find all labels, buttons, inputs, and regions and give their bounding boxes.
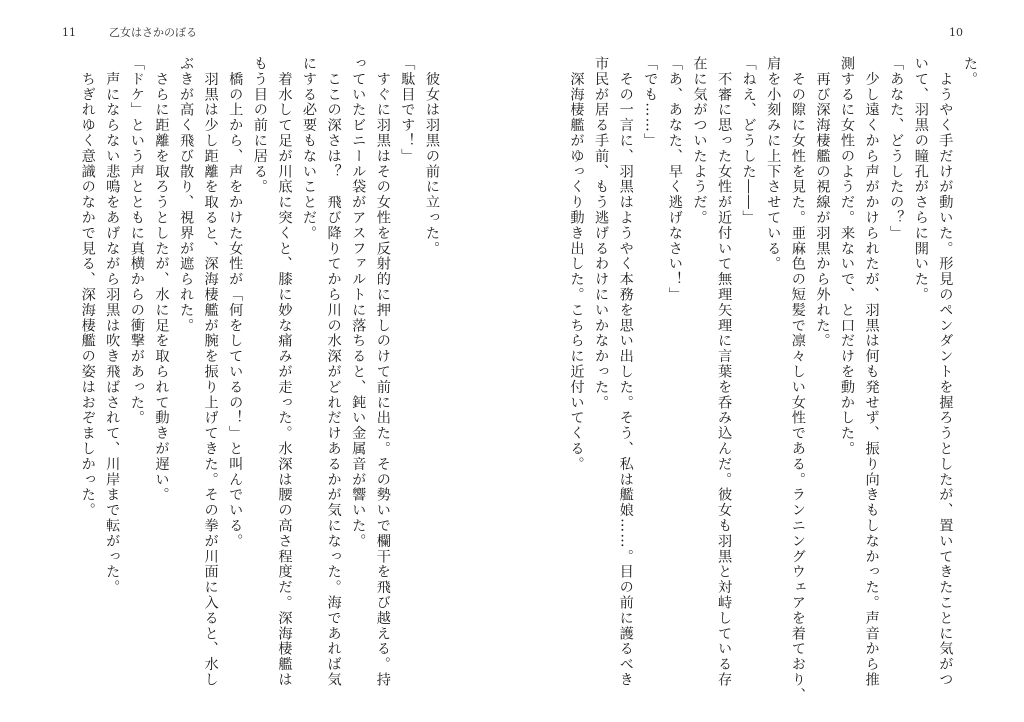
text-line: 「ねえ、どうした――」 — [740, 56, 757, 226]
page-number: 10 — [949, 26, 963, 39]
text-line: 市民が居る手前、もう逃げるわけにいかなかった。 — [593, 56, 610, 411]
right-page — [512, 0, 1024, 722]
text-line: 測するに女性のようだ。来ないで、と口だけを動かした。 — [839, 56, 856, 457]
text-line: ぶきが高く飛び散り、視界が遮られた。 — [178, 56, 195, 334]
text-line: 着水して足が川底に突くと、膝に妙な痛みが走った。水深は腰の高さ程度だ。深海棲艦は — [276, 56, 293, 688]
text-line: さらに距離を取ろうとしたが、水に足を取られて動きが遅い。 — [153, 56, 170, 503]
text-line: 再び深海棲艦の視線が羽黒から外れた。 — [814, 56, 831, 349]
text-line: いて、羽黒の瞳孔がさらに開いた。 — [912, 56, 929, 303]
text-line: 「ドケ」という声とともに真横からの衝撃があった。 — [128, 56, 145, 426]
text-line: 「駄目です！」 — [399, 56, 416, 164]
text-line: ここの深さは？ 飛び降りてから川の水深がどれだけあるかが気になった。海であれば気 — [325, 56, 342, 688]
text-line: っていたビニール袋がアスファルトに落ちると、鈍い金属音が響いた。 — [350, 56, 367, 549]
text-line: 彼女は羽黒の前に立った。 — [424, 56, 440, 257]
text-line: 少し遠くから声がかけられたが、羽黒は何も発せず、振り向きもしなかった。声音から推 — [863, 56, 880, 688]
text-line: ようやく手だけが動いた。形見のペンダントを握ろうとしたが、置いてきたことに気がつ — [937, 56, 954, 688]
text-line: すぐに羽黒はその女性を反射的に押しのけて前に出た。その勢いで欄干を飛び越える。持 — [374, 56, 391, 688]
text-line: にする必要もないことだ。 — [301, 56, 318, 241]
running-title: 乙女はさかのぼる — [109, 26, 197, 39]
text-line: 声にならない悲鳴をあげながら羽黒は吹き飛ばされて、川岸まで転がった。 — [104, 56, 121, 595]
text-line: 深海棲艦がゆっくり動き出した。こちらに近付いてくる。 — [568, 56, 585, 472]
text-line: た。 — [962, 56, 978, 87]
text-line: 肩を小刻みに上下させている。 — [765, 56, 782, 272]
text-line: 「でも……」 — [642, 56, 659, 149]
text-line: 橋の上から、声をかけた女性が「何をしているの！」と叫んでいる。 — [227, 56, 244, 549]
text-line: もう目の前に居る。 — [251, 56, 268, 195]
text-line: 不審に思った女性が近付いて無理矢理に言葉を呑み込んだ。彼女も羽黒と対峙している存 — [716, 56, 733, 688]
body-text — [79, 56, 444, 688]
text-line: その隙に女性を見た。亜麻色の短髪で凛々しい女性である。ランニングウェアを着ており、 — [789, 56, 806, 703]
text-line: ちぎれゆく意識のなかで見る、深海棲艦の姿はおぞましかった。 — [79, 56, 96, 518]
text-line: 「あなた、どうしたの？」 — [888, 56, 905, 241]
page-number: 11 — [62, 26, 76, 39]
body-text — [542, 56, 982, 703]
text-line: 羽黒は少し距離を取ると、深海棲艦が腕を振り上げてきた。その拳が川面に入ると、水し — [202, 56, 219, 688]
text-line: 「あ、あなた、早く逃げなさい！」 — [666, 56, 683, 303]
text-line: その一言に、羽黒はようやく本務を思い出した。そう、私は艦娘……。目の前に護るべき — [617, 56, 634, 688]
text-line: 在に気がついたようだ。 — [691, 56, 708, 226]
